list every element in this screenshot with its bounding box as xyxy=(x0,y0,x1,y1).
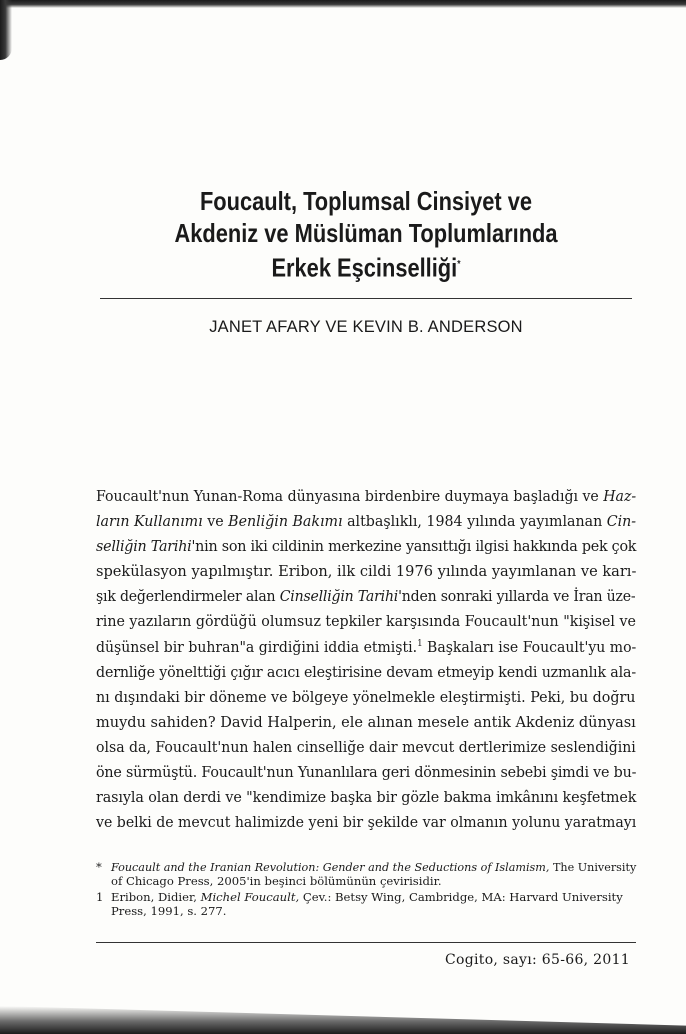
footnotes xyxy=(96,860,636,920)
body-text-span: Başkaları ise Foucault'yu mo- xyxy=(422,638,637,656)
footnote-mark: * xyxy=(96,860,102,874)
footnote-italic: Michel Foucault, xyxy=(200,890,300,904)
body-line: rasıyla olan derdi ve "kendimize başka bir gözle bakma imkânını keşfetmek xyxy=(96,789,637,807)
title-footnote-mark: * xyxy=(457,259,461,270)
body-italic-span: Cin- xyxy=(606,513,637,531)
body-italic-span: Haz- xyxy=(603,488,637,505)
body-italic-span: Benliğin Bakımı xyxy=(228,513,343,531)
body-line xyxy=(96,534,637,559)
footnote-text: Çev.: Betsy Wing, Cambridge, MA: Harvard University xyxy=(302,890,623,904)
body-italic-span: Cinselliğin Tarihi xyxy=(279,588,399,606)
body-text-span: düşünsel bir buhran"a girdiğini iddia etmişti. xyxy=(96,638,418,656)
body-line: ve belki de mevcut halimizde yeni bir şekilde var olmanın yolunu yaratmayı xyxy=(96,814,637,832)
body-line xyxy=(96,584,636,609)
body-text-span: altbaşlıklı, 1984 yılında yayımlanan xyxy=(347,513,603,531)
body-line xyxy=(96,509,637,534)
body-text-span: 'nden sonraki yıllarda ve İran üze- xyxy=(398,588,636,606)
footnote-line: Press, 1991, s. 277. xyxy=(111,904,227,918)
body-text-span: ve xyxy=(207,513,224,531)
article-title xyxy=(139,185,593,284)
footnote-line: of Chicago Press, 2005'in beşinci bölümünün çevirisidir. xyxy=(111,874,442,888)
article-body xyxy=(96,484,636,835)
title-line-1: Foucault, Toplumsal Cinsiyet ve xyxy=(199,186,533,216)
body-text-span: Foucault'nun Yunan-Roma dünyasına birdenbire duymaya başladığı ve xyxy=(96,488,599,505)
footnote-star xyxy=(96,860,636,888)
body-line: nı dışındaki bir döneme ve bölgeye yönelmekle eleştirmişti. Peki, bu doğru xyxy=(96,688,636,706)
body-line: rine yazıların gördüğü olumsuz tepkiler karşısında Foucault'nun "kişisel ve xyxy=(96,613,636,631)
article-authors: JANET AFARY VE KEVIN B. ANDERSON xyxy=(209,318,523,336)
body-line: öne sürmüştü. Foucault'nun Yunanlılara geri dönmesinin sebebi şimdi ve bu- xyxy=(96,764,637,782)
footnote-ref-1: 1 xyxy=(417,638,423,649)
scan-edge-top xyxy=(0,0,686,8)
body-italic-span: ların Kullanımı xyxy=(96,513,203,531)
title-line-2: Akdeniz ve Müslüman Toplumlarında xyxy=(174,218,558,248)
title-divider xyxy=(100,298,632,299)
body-line: spekülasyon yapılmıştır. Eribon, ilk cildi 1976 yılında yayımlanan ve karı- xyxy=(96,563,637,581)
body-line: muydu sahiden? David Halperin, ele alınan mesele antik Akdeniz dünyası xyxy=(96,713,636,731)
title-line-3 xyxy=(139,249,593,284)
journal-footer: Cogito, sayı: 65-66, 2011 xyxy=(444,952,630,968)
scan-edge-left xyxy=(0,0,12,60)
body-line xyxy=(96,635,637,660)
footnote-line xyxy=(111,860,637,874)
body-line xyxy=(96,484,637,509)
footnote-text: Eribon, Didier, xyxy=(111,890,197,904)
body-line: olsa da, Foucault'nun halen cinselliğe dair mevcut dertlerimize seslendiğini xyxy=(96,738,636,756)
body-text-span: şık değerlendirmeler alan xyxy=(96,588,276,606)
footnote-line xyxy=(111,890,636,904)
body-italic-span: selliğin Tarihi xyxy=(96,538,192,556)
footnote-italic: Foucault and the Iranian Revolution: Gender and the Seductions of Islamism, xyxy=(111,860,550,874)
footnote-1 xyxy=(96,890,636,918)
footnote-mark: 1 xyxy=(96,890,104,904)
scan-edge-bottom xyxy=(0,1006,686,1034)
body-line: dernliğe yöneltti̇ği çığır acıcı eleştirisine devam etmeyip kendi uzmanlık ala- xyxy=(96,663,636,681)
footer-divider xyxy=(96,942,636,943)
body-text-span: 'nin son iki cildinin merkezine yansıttığı ilgisi hakkında pek çok xyxy=(191,538,637,556)
footnote-text: The University xyxy=(549,860,637,874)
title-line-3-text: Erkek Eşcinselliği xyxy=(271,252,458,283)
